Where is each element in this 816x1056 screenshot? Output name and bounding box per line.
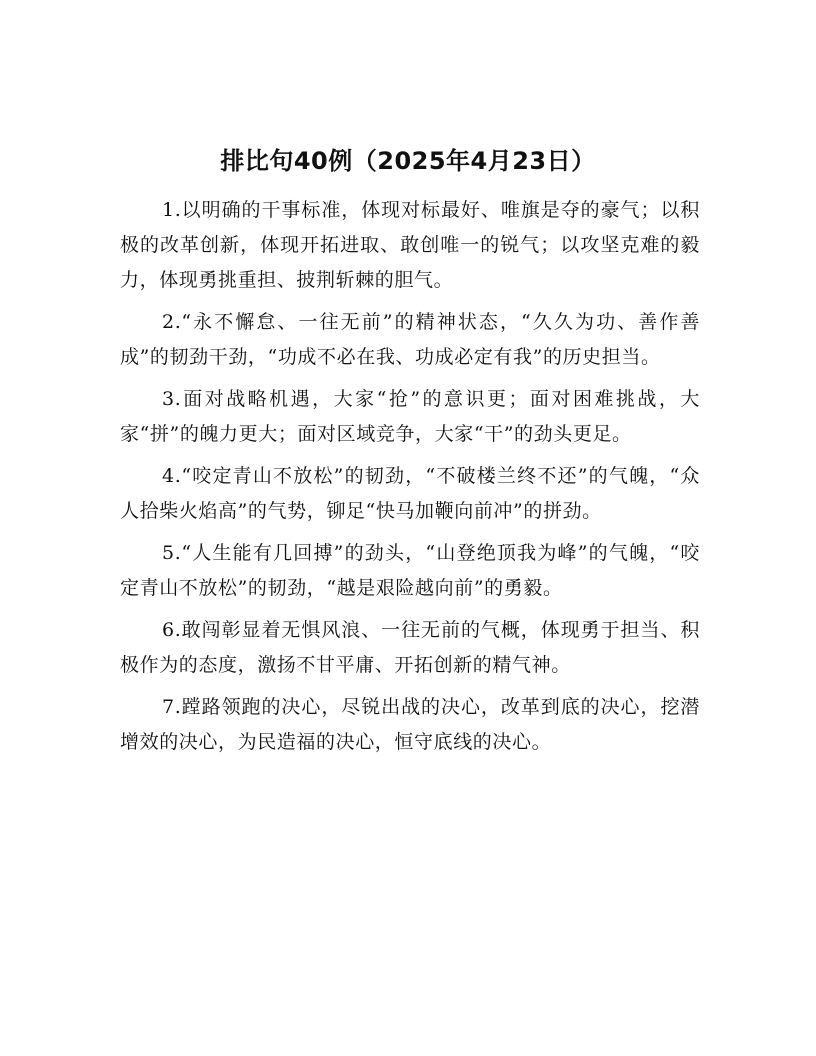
document-body <box>120 193 700 767</box>
paragraph-3: 3.面对战略机遇，大家“抢”的意识更；面对困难挑战，大家“拼”的魄力更大；面对区域竞争，大家“干”的劲头更足。 <box>120 388 700 445</box>
paragraph-5: 5.“人生能有几回搏”的劲头，“山登绝顶我为峰”的气魄，“咬定青山不放松”的韧劲，“越是艰险越向前”的勇毅。 <box>120 542 700 599</box>
paragraph-4: 4.“咬定青山不放松”的韧劲，“不破楼兰终不还”的气魄，“众人拾柴火焰高”的气势，铆足“快马加鞭向前冲”的拼劲。 <box>120 465 700 522</box>
paragraph-6: 6.敢闯彰显着无惧风浪、一往无前的气概，体现勇于担当、积极作为的态度，激扬不甘平庸、开拓创新的精气神。 <box>120 619 700 676</box>
document-title: 排比句40例（2025年4月23日） <box>220 147 596 175</box>
paragraph-2: 2.“永不懈怠、一往无前”的精神状态，“久久为功、善作善成”的韧劲干劲，“功成不必在我、功成必定有我”的历史担当。 <box>120 311 700 368</box>
paragraph-1: 1.以明确的干事标准，体现对标最好、唯旗是夺的豪气；以积极的改革创新，体现开拓进取、敢创唯一的锐气；以攻坚克难的毅力，体现勇挑重担、披荆斩棘的胆气。 <box>120 199 700 291</box>
paragraph-7: 7.蹚路领跑的决心，尽锐出战的决心，改革到底的决心，挖潜增效的决心，为民造福的决心，恒守底线的决心。 <box>120 696 700 753</box>
